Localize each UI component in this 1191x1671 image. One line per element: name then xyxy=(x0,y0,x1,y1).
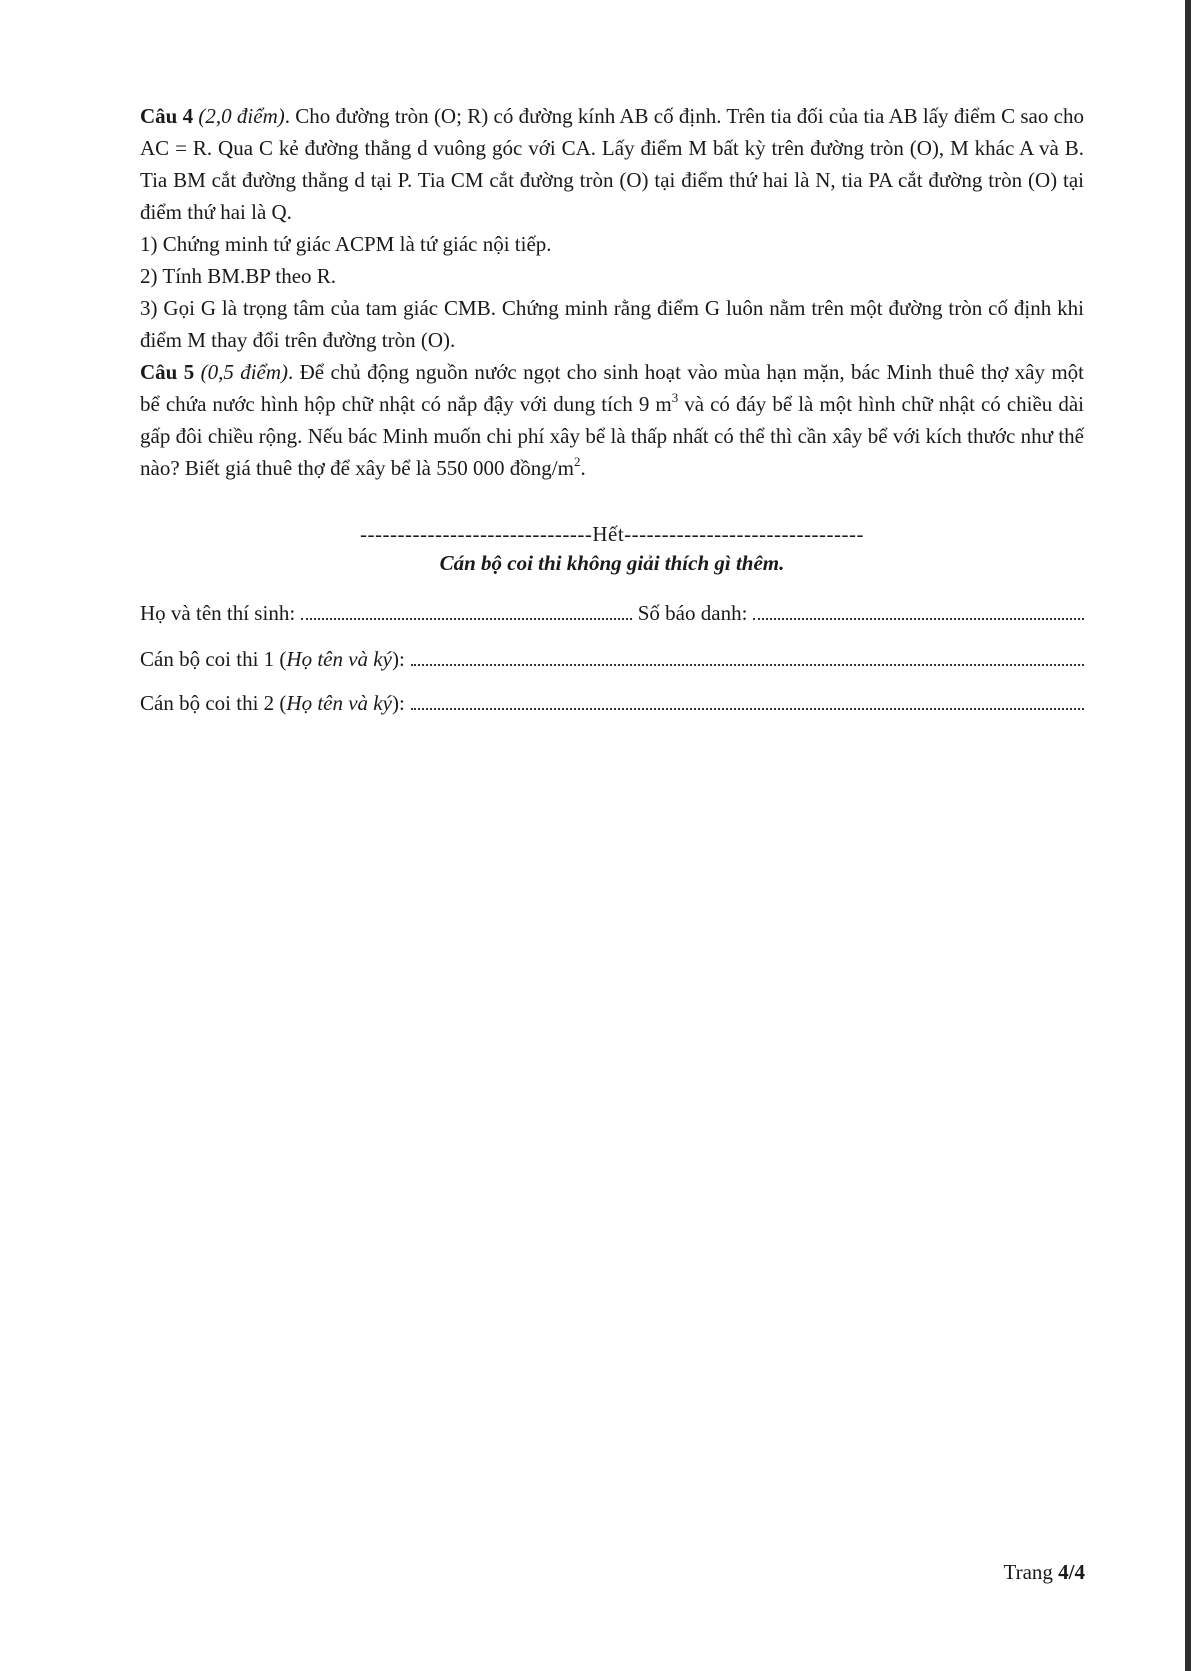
question-4-part-2: 2) Tính BM.BP theo R. xyxy=(140,264,337,288)
question-5-text-a: Để chủ động nguồn nước ngọt cho sinh hoạt vào mùa hạn mặn, bác Minh thuê thợ xây một bể chứa nước hình hộp chữ nhật có nắp đậy với dung tích 9 m xyxy=(140,360,1085,416)
question-4-text: Cho đường tròn (O; R) có đường kính AB cố định. Trên tia đối của tia AB lấy điểm C sao cho AC = R. Qua C kẻ đường thẳng d vuông góc với CA. Lấy điểm M bất kỳ trên đường tròn (O), M khác A và B. Tia BM cắt đường thẳng d tại P. Tia CM cắt đường tròn (O) tại điểm thứ hai là N, tia PA cắt đường tròn (O) tại điểm thứ hai là Q. xyxy=(140,104,1084,224)
proctor-1-label-text: Cán bộ coi thi 1 ( xyxy=(140,647,287,671)
question-5-title: Câu 5 xyxy=(140,360,195,384)
candidate-number-field xyxy=(753,596,1084,620)
proctor-2-close: ): xyxy=(391,691,405,715)
questions-block xyxy=(140,100,1084,484)
proctor-2-label xyxy=(140,688,405,718)
question-4-part-1: 1) Chứng minh tứ giác ACPM là tứ giác nội tiếp. xyxy=(140,232,552,256)
volume-unit-exponent: 3 xyxy=(671,390,679,405)
proctor-2-row xyxy=(140,686,1084,716)
end-marker: -------------------------------Hết-------------------------------- xyxy=(360,522,864,546)
candidate-info-row xyxy=(140,596,1084,626)
question-5: Câu 5 (0,5 điểm). Để chủ động nguồn nước ngọt cho sinh hoạt vào mùa hạn mặn, bác Minh thuê thợ xây một bể chứa nước hình hộp chữ nhật có nắp đậy với dung tích 9 $m^3$ và có đáy bể là một hình chữ nhật có chiều dài gấp đôi chiều rộng. Nếu bác Minh muốn chi phí xây bể là thấp nhất có thể thì cần xây bể với kích thước như thế nào? Biết giá thuê thợ để xây bể là 550 000 đồng/$m^2$. xyxy=(140,360,1085,480)
question-4-title: Câu 4 xyxy=(140,104,194,128)
question-4-points: (2,0 điểm) xyxy=(198,104,285,128)
proctor-2-label-text: Cán bộ coi thi 2 ( xyxy=(140,691,287,715)
page-number: 4/4 xyxy=(1058,1560,1085,1584)
question-5-text-b: và có đáy bể là một hình chữ nhật có chiều dài gấp đôi chiều rộng. Nếu bác Minh muốn chi phí xây bể là thấp nhất có thể thì cần xây bể với kích thước như thế nào? Biết giá thuê thợ để xây bể là 550 000 đồng/m xyxy=(140,392,1084,480)
scan-edge xyxy=(1185,0,1191,1671)
area-unit-exponent: 2 xyxy=(573,454,581,469)
proctor-1-row xyxy=(140,642,1084,672)
question-4-intro: Câu 4 (2,0 điểm). Cho đường tròn (O; R) có đường kính AB cố định. Trên tia đối của tia AB lấy điểm C sao cho AC = R. Qua C kẻ đường thẳng d vuông góc với CA. Lấy điểm M bất kỳ trên đường tròn (O), M khác A và B. Tia BM cắt đường thẳng d tại P. Tia CM cắt đường tròn (O) tại điểm thứ hai là N, tia PA cắt đường tròn (O) tại điểm thứ hai là Q. xyxy=(140,104,1084,224)
question-4-part-3: 3) Gọi G là trọng tâm của tam giác CMB. Chứng minh rằng điểm G luôn nằm trên một đường tròn cố định khi điểm M thay đổi trên đường tròn (O). xyxy=(140,296,1084,352)
end-note: Cán bộ coi thi không giải thích gì thêm. xyxy=(439,551,785,575)
candidate-number-label: Số báo danh: xyxy=(637,601,748,625)
proctor-1-label xyxy=(140,644,405,674)
candidate-name-field xyxy=(301,596,632,620)
page-footer xyxy=(1004,1558,1086,1586)
question-5-points: (0,5 điểm) xyxy=(200,360,289,384)
proctor-2-field xyxy=(411,686,1084,710)
proctor-1-hint: Họ tên và ký xyxy=(286,647,392,671)
question-5-text-end: . xyxy=(580,456,586,480)
proctor-2-hint: Họ tên và ký xyxy=(286,691,392,715)
proctor-1-close: ): xyxy=(391,647,405,671)
proctor-1-field xyxy=(411,642,1084,666)
candidate-name-label: Họ và tên thí sinh: xyxy=(140,601,296,625)
page-label: Trang xyxy=(1003,1560,1053,1584)
